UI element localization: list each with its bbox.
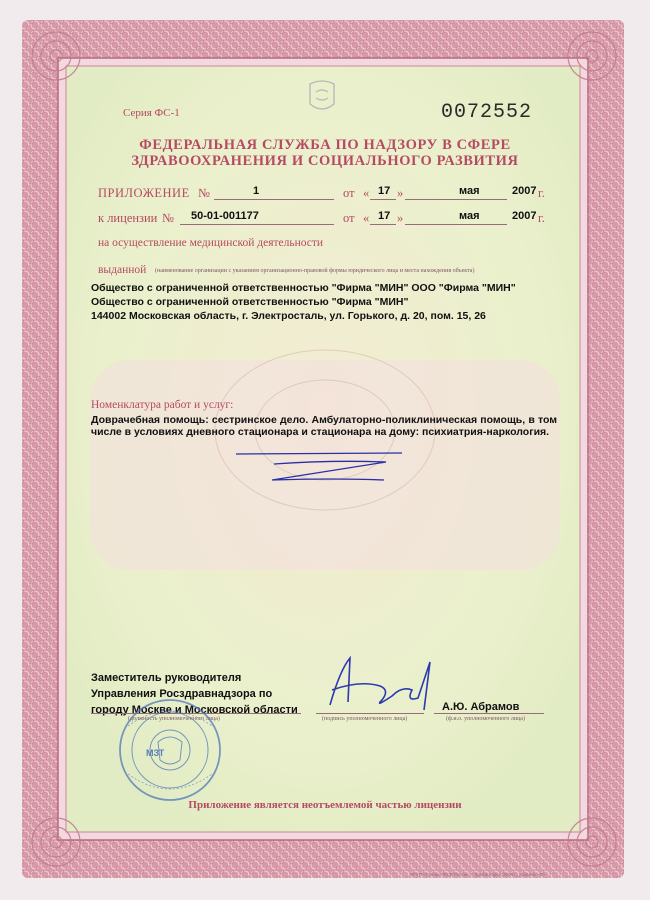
name-caption: (ф.и.о. уполномоченного лица)	[446, 716, 525, 722]
appendix-open-quote: «	[363, 186, 370, 200]
stamp-code: МЗТ	[146, 748, 165, 758]
organization-line-2: Общество с ограниченной ответственностью "Фирма "МИН"	[91, 296, 409, 308]
handwritten-signature	[320, 650, 440, 720]
signer-position-line-2: Управления Росздравнадзора по	[91, 688, 273, 700]
issued-label: выданной	[98, 264, 147, 276]
appendix-from-label: от	[343, 186, 355, 200]
footer-note: Приложение является неотъемлемой частью лицензии	[188, 799, 462, 811]
signature-caption: (подпись уполномоченного лица)	[322, 716, 408, 722]
purpose-text: на осуществление медицинской деятельности	[98, 237, 324, 249]
agency-title-line-2: ЗДРАВООХРАНЕНИЯ И СОЦИАЛЬНОГО РАЗВИТИЯ	[131, 153, 519, 169]
appendix-day: 17	[378, 185, 391, 197]
appendix-number-label: №	[198, 186, 210, 200]
appendix-close-quote: »	[397, 186, 404, 200]
signer-position-line-1: Заместитель руководителя	[91, 672, 242, 684]
organization-line-1: Общество с ограниченной ответственностью "Фирма "МИН" ООО "Фирма "МИН"	[91, 282, 516, 294]
license-year: 2007	[512, 210, 537, 222]
services-text: Доврачебная помощь: сестринское дело. Амбулаторно-поликлиническая помощь, в том числе в условиях дневного стационара и стационара на дому: психиатрия-наркология.	[91, 414, 557, 438]
signer-position-line-3: городу Москве и Московской области	[91, 704, 298, 716]
document-number: 0072552	[441, 101, 533, 124]
position-caption: (должность уполномоченного лица)	[128, 716, 220, 722]
organization-address: 144002 Московская область, г. Электросталь, ул. Горького, д. 20, пом. 15, 26	[91, 310, 486, 322]
license-day: 17	[378, 210, 391, 222]
blank-space-strike	[232, 450, 412, 490]
license-year-suffix: г.	[538, 211, 545, 225]
series-label: Серия ФС-1	[123, 107, 180, 119]
appendix-month: мая	[459, 185, 480, 197]
appendix-year: 2007	[512, 185, 537, 197]
services-label: Номенклатура работ и услуг:	[91, 399, 234, 411]
license-from-label: от	[343, 211, 355, 225]
license-close-quote: »	[397, 211, 404, 225]
print-line: ФГУП «Гознак» ФСБ России, г. Красногорск, 2006 г., уровень «Б»	[410, 872, 546, 877]
issued-hint: (наименование организации с указанием организационно-правовой формы юридического лица и места нахождения объекта)	[155, 268, 475, 274]
signer-name: А.Ю. Абрамов	[442, 701, 520, 713]
appendix-label: ПРИЛОЖЕНИЕ	[98, 186, 190, 200]
license-open-quote: «	[363, 211, 370, 225]
license-number-label: №	[162, 211, 174, 225]
license-number: 50-01-001177	[191, 210, 259, 222]
license-label: к лицензии	[98, 211, 158, 225]
license-month: мая	[459, 210, 480, 222]
appendix-number: 1	[253, 185, 260, 197]
official-stamp	[104, 696, 236, 804]
appendix-year-suffix: г.	[538, 186, 545, 200]
agency-title-line-1: ФЕДЕРАЛЬНАЯ СЛУЖБА ПО НАДЗОРУ В СФЕРЕ	[139, 137, 511, 153]
